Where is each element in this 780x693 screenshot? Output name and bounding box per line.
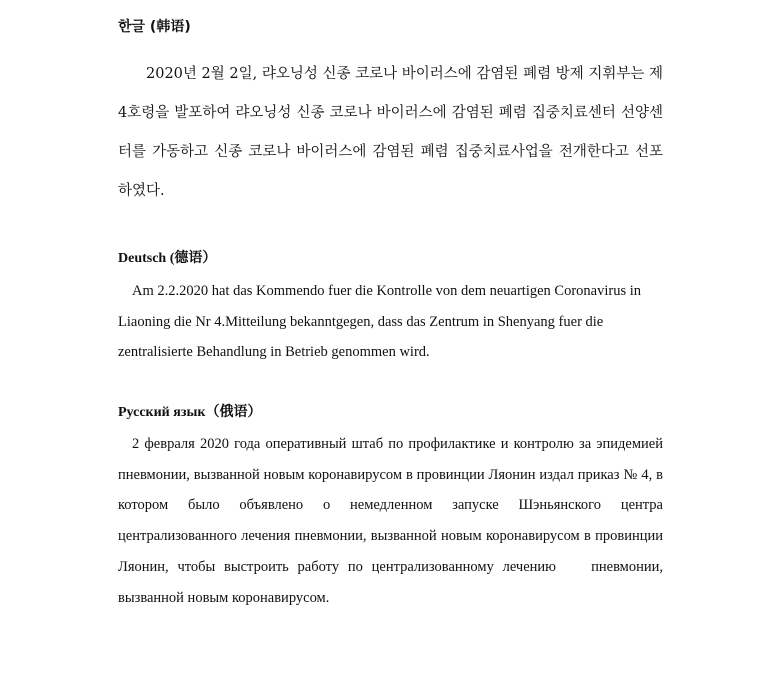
german-paragraph: Am 2.2.2020 hat das Kommendo fuer die Kontrolle von dem neuartigen Coronavirus in Liaoning die Nr 4.Mitteilung bekanntgegen, dass das Zentrum in Shenyang fuer die zentralisierte Behandlung in Betrieb genommen wird.: [118, 283, 642, 360]
korean-heading: 한글 (韩语): [118, 19, 191, 35]
russian-paragraph: 2 февраля 2020 года оперативный штаб по профилактике и контролю за эпидемией пневмонии, вызванной новым коронавирусом в провинции Ляонин издал приказ № 4, в котором было объявлено о немедленном запуске Шэньянского центра централизованного лечения пневмонии, вызванной новым коронавирусом в провинции Ляонин, чтобы выстроить работу по централизованному лечению пневмонии, вызванной новым коронавирусом.: [118, 436, 667, 606]
korean-section: [118, 18, 663, 211]
russian-section: [118, 404, 667, 613]
russian-heading: Русский язык（俄语）: [118, 405, 262, 420]
german-heading: Deutsch (德语）: [118, 251, 217, 266]
korean-paragraph: 2020년 2월 2일, 랴오닝성 신종 코로나 바이러스에 감염된 폐렴 방제 지휘부는 제4호령을 발포하여 랴오닝성 신종 코로나 바이러스에 감염된 폐렴 집중치료센터 선양센터를 가동하고 신종 코로나 바이러스에 감염된 폐렴 집중치료사업을 전개한다고 선포하였다.: [118, 66, 663, 199]
german-section: [118, 250, 663, 368]
